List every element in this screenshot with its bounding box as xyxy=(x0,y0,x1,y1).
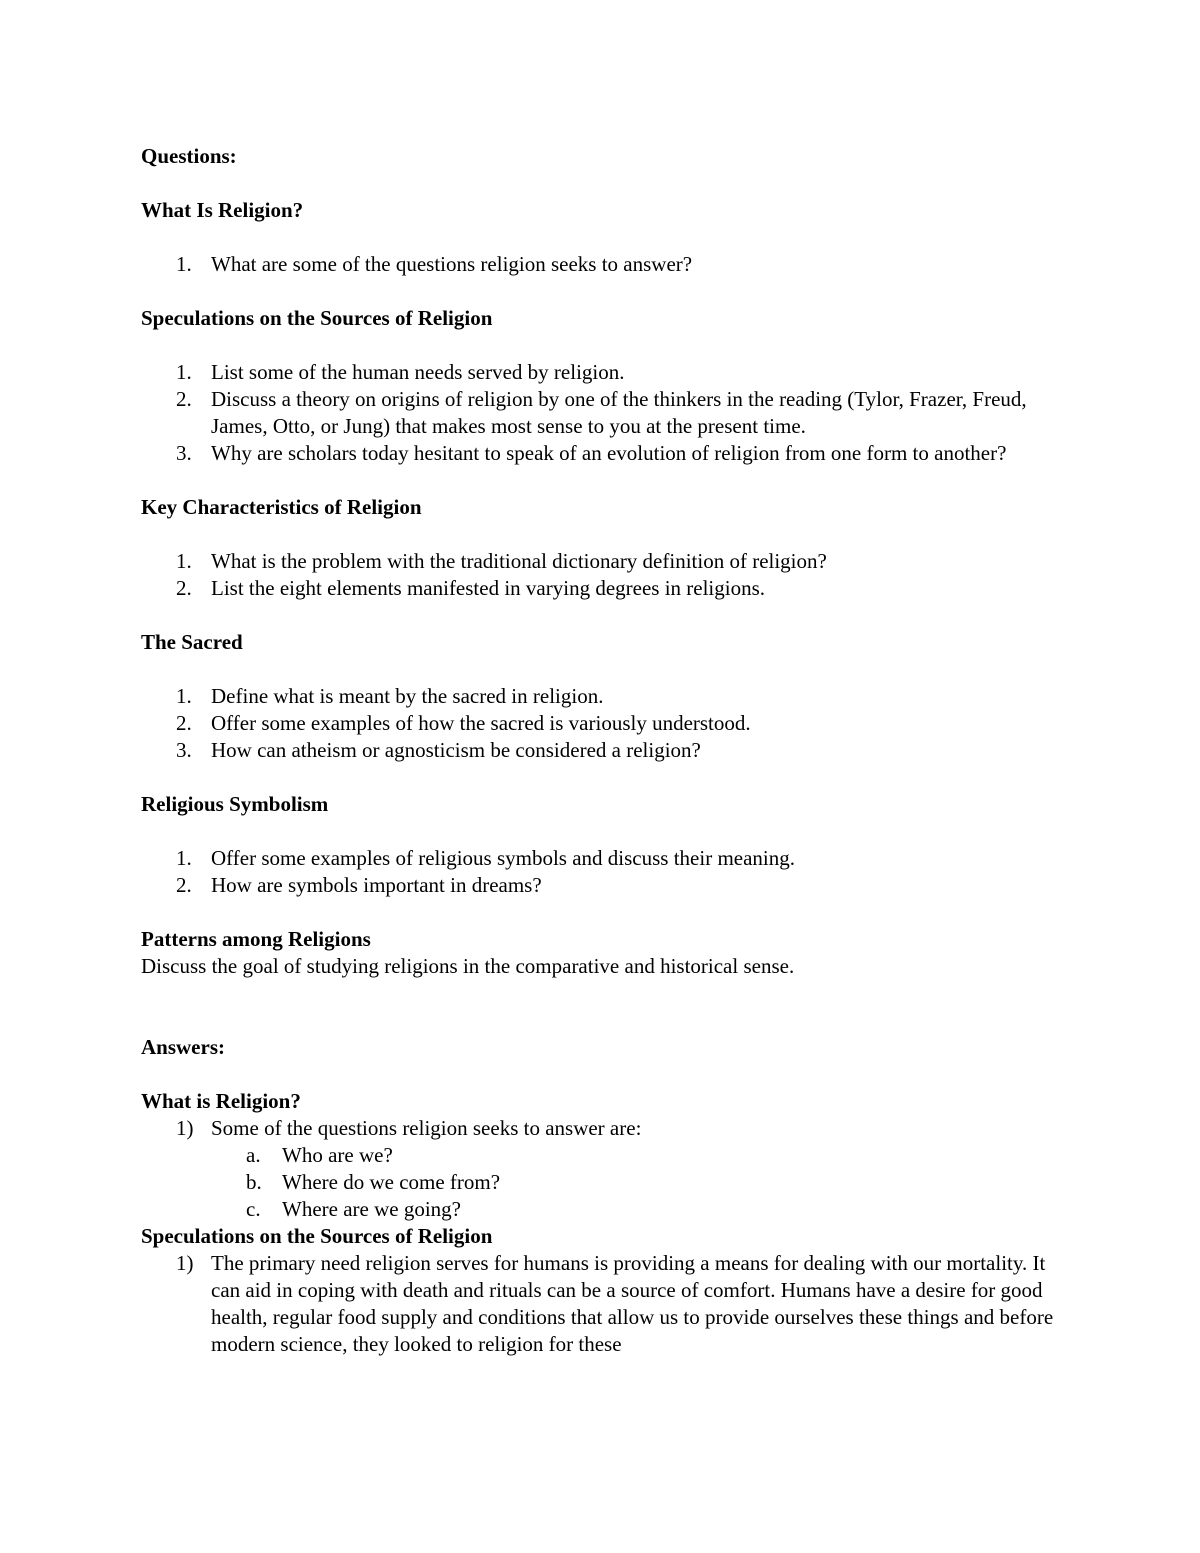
list-item xyxy=(141,1169,1071,1196)
list-item xyxy=(141,1115,1071,1142)
list-item xyxy=(141,1250,1071,1358)
list-item xyxy=(141,872,1071,899)
question-list-religious-symbolism xyxy=(141,845,1071,899)
answer-heading-speculations: Speculations on the Sources of Religion xyxy=(141,1224,493,1248)
item-text: Discuss a theory on origins of religion by one of the thinkers in the reading (Tylor, Frazer, Freud, James, Otto, or Jung) that makes most sense to you at the present time. xyxy=(211,387,1027,438)
item-letter: c. xyxy=(246,1197,261,1221)
section-heading-what-is-religion: What Is Religion? xyxy=(141,198,304,222)
list-item xyxy=(141,548,1071,575)
item-number: 1. xyxy=(176,684,192,708)
list-item xyxy=(141,251,1071,278)
section-heading-speculations: Speculations on the Sources of Religion xyxy=(141,306,493,330)
document-page xyxy=(141,143,1071,1358)
item-text: How are symbols important in dreams? xyxy=(211,873,542,897)
list-item xyxy=(141,359,1071,386)
item-text: Who are we? xyxy=(282,1143,393,1167)
item-text: List the eight elements manifested in varying degrees in religions. xyxy=(211,576,766,600)
patterns-text: Discuss the goal of studying religions in the comparative and historical sense. xyxy=(141,954,795,978)
section-heading-key-characteristics: Key Characteristics of Religion xyxy=(141,495,422,519)
item-number: 2. xyxy=(176,711,192,735)
item-text: Offer some examples of religious symbols and discuss their meaning. xyxy=(211,846,796,870)
section-heading-patterns: Patterns among Religions xyxy=(141,927,371,951)
question-list-key-characteristics xyxy=(141,548,1071,602)
list-item xyxy=(141,440,1071,467)
list-item xyxy=(141,1142,1071,1169)
list-item xyxy=(141,683,1071,710)
item-text: Where do we come from? xyxy=(282,1170,501,1194)
item-text: Why are scholars today hesitant to speak of an evolution of religion from one form to another? xyxy=(211,441,1007,465)
item-text: Offer some examples of how the sacred is variously understood. xyxy=(211,711,751,735)
item-text: Define what is meant by the sacred in religion. xyxy=(211,684,604,708)
list-item xyxy=(141,737,1071,764)
item-number: 3. xyxy=(176,738,192,762)
item-text: How can atheism or agnosticism be considered a religion? xyxy=(211,738,701,762)
item-text: What are some of the questions religion seeks to answer? xyxy=(211,252,693,276)
answer-heading-what-is-religion: What is Religion? xyxy=(141,1089,301,1113)
item-number: 1) xyxy=(176,1251,194,1275)
item-number: 2. xyxy=(176,873,192,897)
item-text: The primary need religion serves for humans is providing a means for dealing with our mortality. It can aid in coping with death and rituals can be a source of comfort. Humans have a desire for good health, regular food supply and conditions that allow us to provide ourselves these things and before modern science, they looked to religion for these xyxy=(211,1251,1054,1356)
item-number: 3. xyxy=(176,441,192,465)
question-list-what-is-religion xyxy=(141,251,1071,278)
answers-title: Answers: xyxy=(141,1035,225,1059)
item-number: 1. xyxy=(176,846,192,870)
item-text: Where are we going? xyxy=(282,1197,461,1221)
item-number: 1) xyxy=(176,1116,194,1140)
list-item xyxy=(141,575,1071,602)
question-list-the-sacred xyxy=(141,683,1071,764)
answer-list-speculations xyxy=(141,1250,1071,1358)
item-number: 2. xyxy=(176,387,192,411)
item-number: 1. xyxy=(176,360,192,384)
list-item xyxy=(141,710,1071,737)
item-text: What is the problem with the traditional dictionary definition of religion? xyxy=(211,549,827,573)
item-number: 1. xyxy=(176,549,192,573)
section-heading-religious-symbolism: Religious Symbolism xyxy=(141,792,329,816)
list-item xyxy=(141,845,1071,872)
list-item xyxy=(141,1196,1071,1223)
item-number: 2. xyxy=(176,576,192,600)
answer-list-what-is-religion xyxy=(141,1115,1071,1142)
item-number: 1. xyxy=(176,252,192,276)
item-letter: b. xyxy=(246,1170,262,1194)
questions-title: Questions: xyxy=(141,144,237,168)
answer-sublist xyxy=(141,1142,1071,1223)
item-text: Some of the questions religion seeks to answer are: xyxy=(211,1116,642,1140)
section-heading-the-sacred: The Sacred xyxy=(141,630,243,654)
question-list-speculations xyxy=(141,359,1071,467)
item-letter: a. xyxy=(246,1143,261,1167)
list-item xyxy=(141,386,1071,440)
item-text: List some of the human needs served by religion. xyxy=(211,360,625,384)
